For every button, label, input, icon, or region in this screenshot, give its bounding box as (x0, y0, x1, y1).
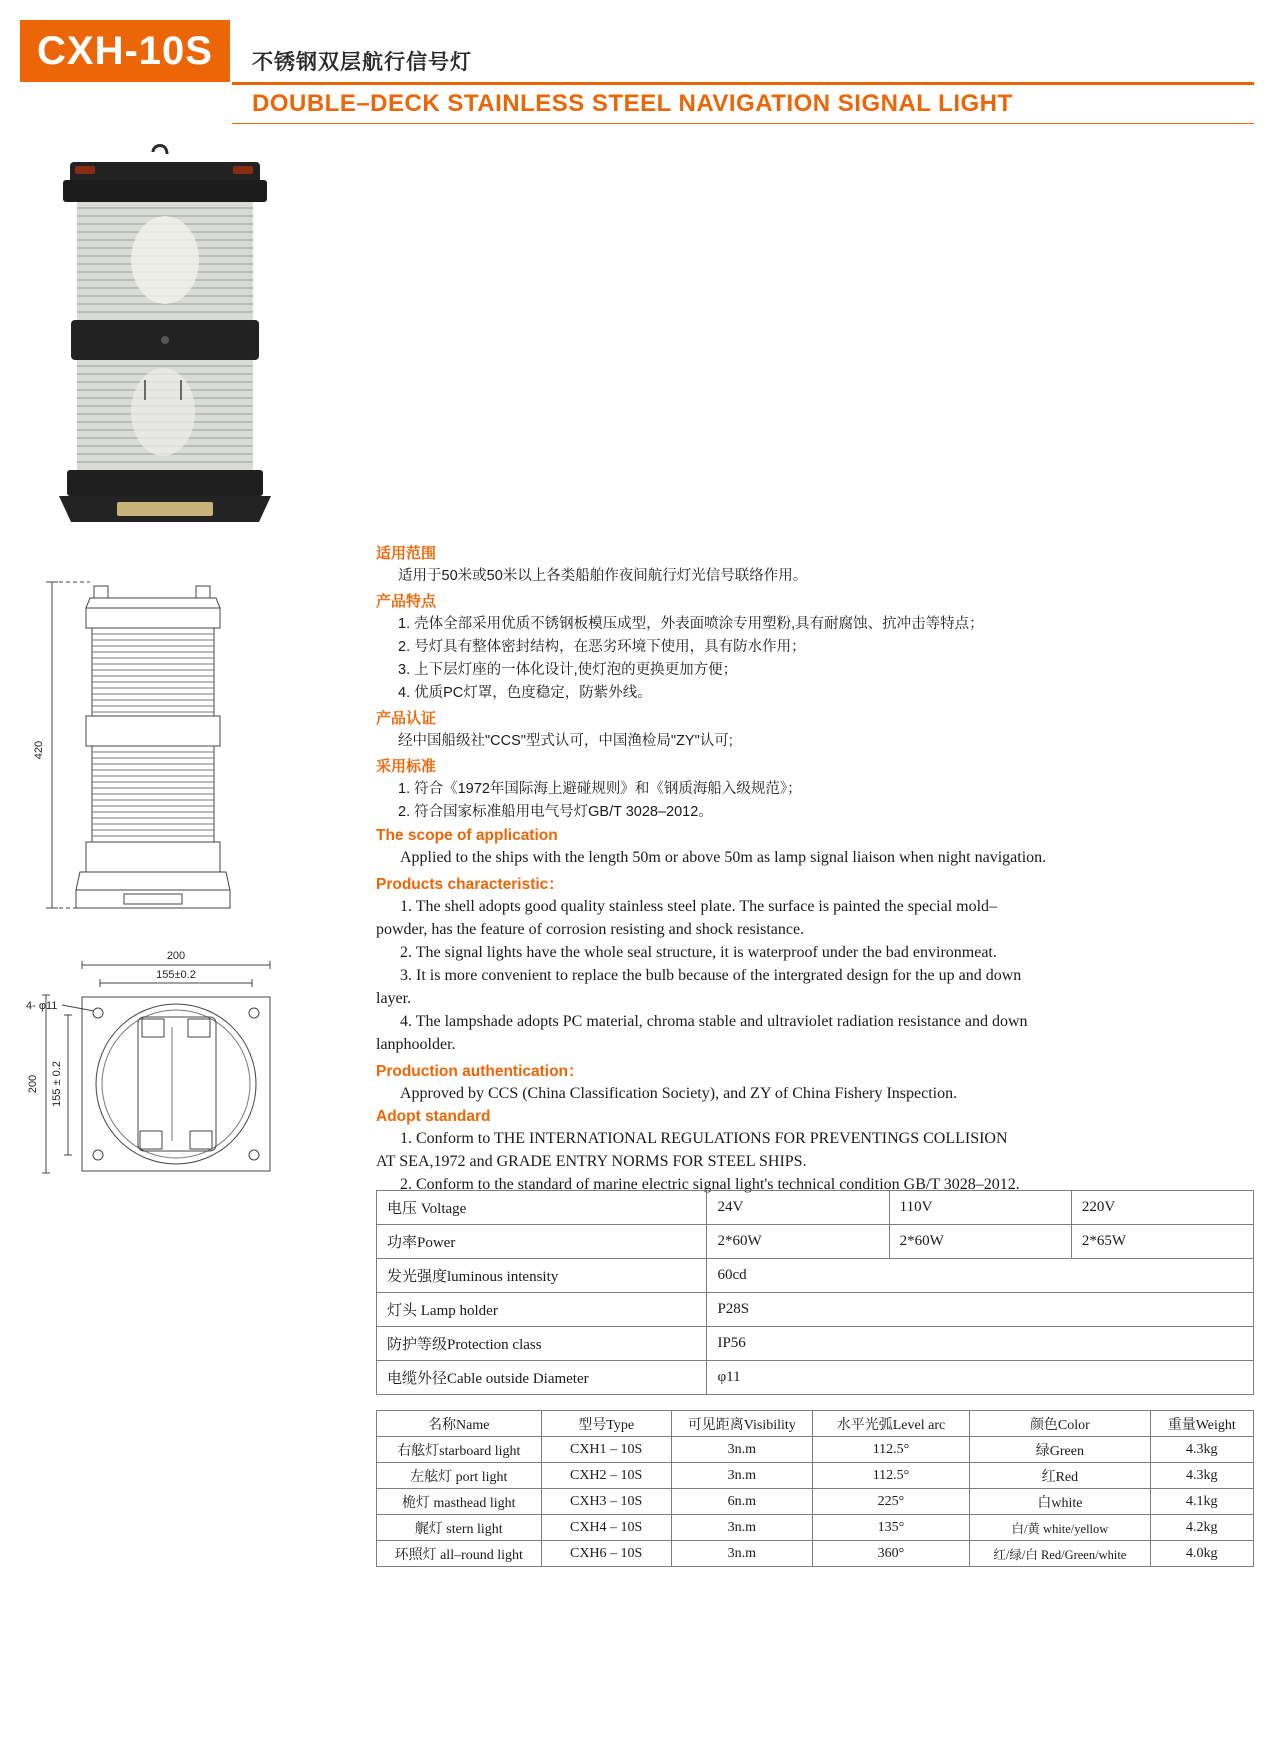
spec-value: 2*60W (889, 1225, 1071, 1259)
feature-line-en: 4. The lampshade adopts PC material, chroma stable and ultraviolet radiation resistance and down (400, 1013, 1028, 1030)
model-badge: CXH-10S (20, 20, 230, 82)
cell-level-arc: 225° (812, 1489, 970, 1515)
col-header-color: 颜色Color (970, 1411, 1150, 1437)
table-row (377, 1463, 1254, 1489)
col-header-level-arc: 水平光弧Level arc (812, 1411, 970, 1437)
certification-body-en: Approved by CCS (China Classification Society), and ZY of China Fishery Inspection. (400, 1085, 958, 1102)
features-title-en: Products characteristic： (376, 876, 564, 893)
standard-item-cn: 1. 符合《1972年国际海上避碰规则》和《钢质海船入级规范》； (398, 781, 802, 797)
feature-item-cn: 1. 壳体全部采用优质不锈钢板模压成型，外表面喷涂专用塑粉,具有耐腐蚀、抗冲击等特点； (398, 616, 984, 632)
cell-visibility: 3n.m (671, 1541, 812, 1567)
cell-name: 桅灯 masthead light (377, 1489, 542, 1515)
product-title-cn: 不锈钢双层航行信号灯 (252, 51, 472, 74)
scope-body-en: Applied to the ships with the length 50m or above 50m as lamp signal liaison when night navigation. (400, 849, 1047, 866)
top-outer-height-dimension: 200 (27, 1074, 39, 1094)
top-view-drawing (20, 935, 350, 1235)
cell-level-arc: 360° (812, 1541, 970, 1567)
cell-name: 环照灯 all–round light (377, 1541, 542, 1567)
spec-value: 60cd (707, 1259, 1254, 1293)
table-row (377, 1225, 1254, 1259)
table-row (377, 1361, 1254, 1395)
spec-value: 2*65W (1071, 1225, 1253, 1259)
table-row (377, 1437, 1254, 1463)
spec-label: 发光强度luminous intensity (377, 1259, 707, 1293)
header-divider-bottom (232, 123, 1254, 124)
top-inner-width-dimension: 155±0.2 (156, 969, 196, 981)
certification-title-cn: 产品认证 (376, 710, 437, 727)
cell-weight: 4.3kg (1150, 1463, 1254, 1489)
spec-value: IP56 (707, 1327, 1254, 1361)
spec-value: 24V (707, 1191, 889, 1225)
cell-level-arc: 112.5° (812, 1437, 970, 1463)
model-table (376, 1410, 1254, 1567)
standard-item-cn: 2. 符合国家标准船用电气号灯GB/T 3028–2012。 (398, 804, 713, 820)
scope-body-cn: 适用于50米或50米以上各类船舶作夜间航行灯光信号联络作用。 (398, 568, 808, 584)
cell-type: CXH4 – 10S (541, 1515, 671, 1541)
top-inner-height-dimension: 155 ± 0.2 (51, 1061, 63, 1107)
table-row (377, 1259, 1254, 1293)
standard-title-en: Adopt standard (376, 1108, 491, 1125)
feature-line-en: layer. (376, 990, 412, 1007)
spec-value: φ11 (707, 1361, 1254, 1395)
cell-color: 红Red (970, 1463, 1150, 1489)
col-header-visibility: 可见距离Visibility (671, 1411, 812, 1437)
cell-weight: 4.3kg (1150, 1437, 1254, 1463)
feature-item-cn: 2. 号灯具有整体密封结构，在恶劣环境下使用，具有防水作用； (398, 639, 806, 655)
cell-type: CXH6 – 10S (541, 1541, 671, 1567)
col-header-type: 型号Type (541, 1411, 671, 1437)
cell-visibility: 3n.m (671, 1437, 812, 1463)
product-photo-image (45, 140, 345, 540)
feature-line-en: 3. It is more convenient to replace the bulb because of the intergrated design for the up and down (400, 967, 1022, 984)
cell-weight: 4.1kg (1150, 1489, 1254, 1515)
feature-line-en: lanphoolder. (376, 1036, 456, 1053)
table-row (377, 1541, 1254, 1567)
table-row (377, 1489, 1254, 1515)
cell-weight: 4.2kg (1150, 1515, 1254, 1541)
cell-visibility: 3n.m (671, 1463, 812, 1489)
table-row (377, 1515, 1254, 1541)
feature-item-cn: 3. 上下层灯座的一体化设计,使灯泡的更换更加方便； (398, 662, 738, 678)
top-outer-width-dimension: 200 (166, 950, 186, 962)
table-header-row (377, 1411, 1254, 1437)
cell-color: 白/黄 white/yellow (970, 1515, 1150, 1541)
page-header (0, 20, 1274, 117)
standard-line-en: AT SEA,1972 and GRADE ENTRY NORMS FOR STEEL SHIPS. (376, 1153, 807, 1170)
cell-visibility: 3n.m (671, 1515, 812, 1541)
cell-level-arc: 135° (812, 1515, 970, 1541)
standard-title-cn: 采用标准 (376, 758, 437, 775)
table-row (377, 1191, 1254, 1225)
spec-value: P28S (707, 1293, 1254, 1327)
certification-title-en: Production authentication： (376, 1063, 584, 1080)
cell-type: CXH1 – 10S (541, 1437, 671, 1463)
product-photo (45, 140, 345, 540)
cell-visibility: 6n.m (671, 1489, 812, 1515)
specification-table (376, 1190, 1254, 1395)
top-hole-dimension: 4- φ11 (26, 1000, 58, 1012)
spec-label: 功率Power (377, 1225, 707, 1259)
feature-line-en: 2. The signal lights have the whole seal structure, it is waterproof under the bad environmeat. (400, 944, 997, 961)
spec-label: 灯头 Lamp holder (377, 1293, 707, 1327)
standard-line-en: 2. Conform to the standard of marine electric signal light's technical condition GB/T 3028–2012. (400, 1176, 1020, 1193)
spec-value: 2*60W (707, 1225, 889, 1259)
col-header-weight: 重量Weight (1150, 1411, 1254, 1437)
cell-name: 艉灯 stern light (377, 1515, 542, 1541)
description-column (376, 540, 1256, 1196)
feature-item-cn: 4. 优质PC灯罩，色度稳定，防紫外线。 (398, 685, 652, 701)
feature-line-en: 1. The shell adopts good quality stainless steel plate. The surface is painted the special mold– (400, 898, 998, 915)
side-height-dimension: 420 (33, 740, 45, 760)
table-row (377, 1293, 1254, 1327)
spec-label: 电缆外径Cable outside Diameter (377, 1361, 707, 1395)
standard-line-en: 1. Conform to THE INTERNATIONAL REGULATIONS FOR PREVENTINGS COLLISION (400, 1130, 1008, 1147)
scope-title-en: The scope of application (376, 827, 558, 844)
cell-color: 绿Green (970, 1437, 1150, 1463)
spec-label: 电压 Voltage (377, 1191, 707, 1225)
product-title-en: DOUBLE–DECK STAINLESS STEEL NAVIGATION SIGNAL LIGHT (252, 90, 1013, 117)
cell-weight: 4.0kg (1150, 1541, 1254, 1567)
spec-value: 110V (889, 1191, 1071, 1225)
cell-level-arc: 112.5° (812, 1463, 970, 1489)
features-title-cn: 产品特点 (376, 593, 437, 610)
spec-label: 防护等级Protection class (377, 1327, 707, 1361)
side-view-drawing (20, 560, 350, 940)
spec-value: 220V (1071, 1191, 1253, 1225)
cell-color: 红/绿/白 Red/Green/white (970, 1541, 1150, 1567)
cell-type: CXH3 – 10S (541, 1489, 671, 1515)
certification-body-cn: 经中国船级社"CCS"型式认可，中国渔检局"ZY"认可; (398, 733, 733, 749)
cell-name: 右舷灯starboard light (377, 1437, 542, 1463)
cell-name: 左舷灯 port light (377, 1463, 542, 1489)
table-row (377, 1327, 1254, 1361)
cell-type: CXH2 – 10S (541, 1463, 671, 1489)
scope-title-cn: 适用范围 (376, 545, 437, 562)
cell-color: 白white (970, 1489, 1150, 1515)
col-header-name: 名称Name (377, 1411, 542, 1437)
feature-line-en: powder, has the feature of corrosion resisting and shock resistance. (376, 921, 805, 938)
header-divider-top (232, 82, 1254, 85)
